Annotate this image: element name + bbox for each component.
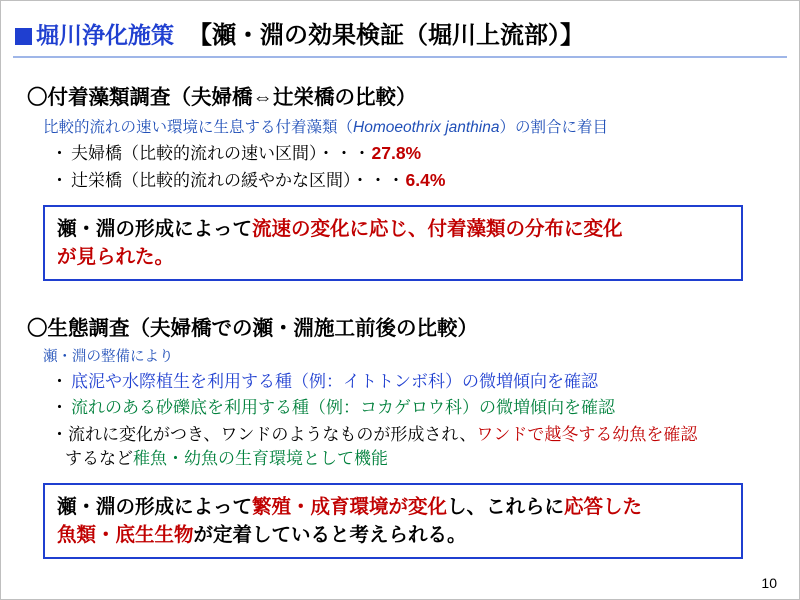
bullet-dot: ・ <box>51 372 68 392</box>
conclusion-line-1 <box>57 493 731 521</box>
bullet-label: 夫婦橋（比較的流れの速い区間） <box>71 144 318 163</box>
bullet-text: 流れのある砂礫底を利用する種（例：コカゲロウ科）の微増傾向を確認 <box>71 398 615 418</box>
section1-note <box>43 115 783 137</box>
bullet-text-black-2: するなど <box>65 449 133 469</box>
bullet-dot: ・ <box>51 144 68 163</box>
bullet-text: 底泥や水際植生を利用する種（例：イトトンボ科）の微増傾向を確認 <box>71 372 598 392</box>
section-ecology-survey <box>1 311 799 559</box>
conclusion-text-red-c: 魚類・底生生物 <box>57 524 194 547</box>
title-divider <box>13 56 787 58</box>
conclusion-line-2: が見られた。 <box>57 246 175 269</box>
list-item <box>51 397 783 420</box>
list-item <box>51 142 783 166</box>
section1-note-pre: 比較的流れの速い環境に生息する付着藻類（ <box>43 119 354 136</box>
section1-heading: 〇付着藻類調査（夫婦橋⇔辻栄橋の比較） <box>27 86 417 109</box>
section2-conclusion-box <box>43 483 743 560</box>
list-item <box>51 371 783 394</box>
section1-note-post: ）の割合に着目 <box>499 119 609 136</box>
section1-bullet-list <box>51 142 783 193</box>
bullet-label: 辻栄橋（比較的流れの緩やかな区間） <box>71 170 352 190</box>
conclusion-text-red-a: 繁殖・成育環境が変化 <box>252 495 448 518</box>
bullet-dot: ・ <box>51 398 68 418</box>
title-sub-text: 【瀬・淵の効果検証（堀川上流部）】 <box>188 22 584 49</box>
bullet-dot: ・ <box>51 425 68 445</box>
conclusion-text-red: 流速の変化に応じ、付着藻類の分布に変化 <box>252 217 623 240</box>
square-marker-icon <box>15 28 32 45</box>
bullet-text-red: ワンドで越冬する幼魚を確認 <box>476 425 698 445</box>
bullet-value: 27.8% <box>371 143 422 163</box>
section1-note-italic: Homoeothrix janthina <box>353 119 500 136</box>
conclusion-text-black: 瀬・淵の形成によって <box>57 217 253 240</box>
conclusion-text-black-b: し、これらに <box>447 495 565 518</box>
bullet-text-green: 稚魚・幼魚の生育環境として機能 <box>133 449 388 469</box>
bullet-leader: ・・・ <box>351 170 406 190</box>
list-item <box>51 423 783 471</box>
conclusion-text-black-a: 瀬・淵の形成によって <box>57 495 253 518</box>
title-main-text: 堀川浄化施策 <box>36 22 174 48</box>
bullet-text-wrap-line <box>65 447 783 471</box>
conclusion-text-red-b: 応答した <box>564 495 643 518</box>
slide-title <box>1 1 799 50</box>
page-number: 10 <box>761 575 777 591</box>
section1-conclusion-box <box>43 205 743 282</box>
bullet-leader: ・・・ <box>317 144 372 163</box>
conclusion-text-black-c: が定着していると考えられる。 <box>193 524 467 547</box>
conclusion-line-1 <box>57 215 731 243</box>
bullet-text-black-1: 流れに変化がつき、ワンドのようなものが形成され、 <box>68 425 477 445</box>
bullet-dot: ・ <box>51 170 68 190</box>
list-item <box>51 169 783 193</box>
section2-note: 瀬・淵の整備により <box>43 349 174 366</box>
section-attached-algae <box>1 80 799 281</box>
bullet-value: 6.4% <box>405 169 446 190</box>
section2-bullet-list <box>51 371 783 470</box>
conclusion-line-2 <box>57 521 731 549</box>
section2-heading: 〇生態調査（夫婦橋での瀬・淵施工前後の比較） <box>27 317 478 341</box>
